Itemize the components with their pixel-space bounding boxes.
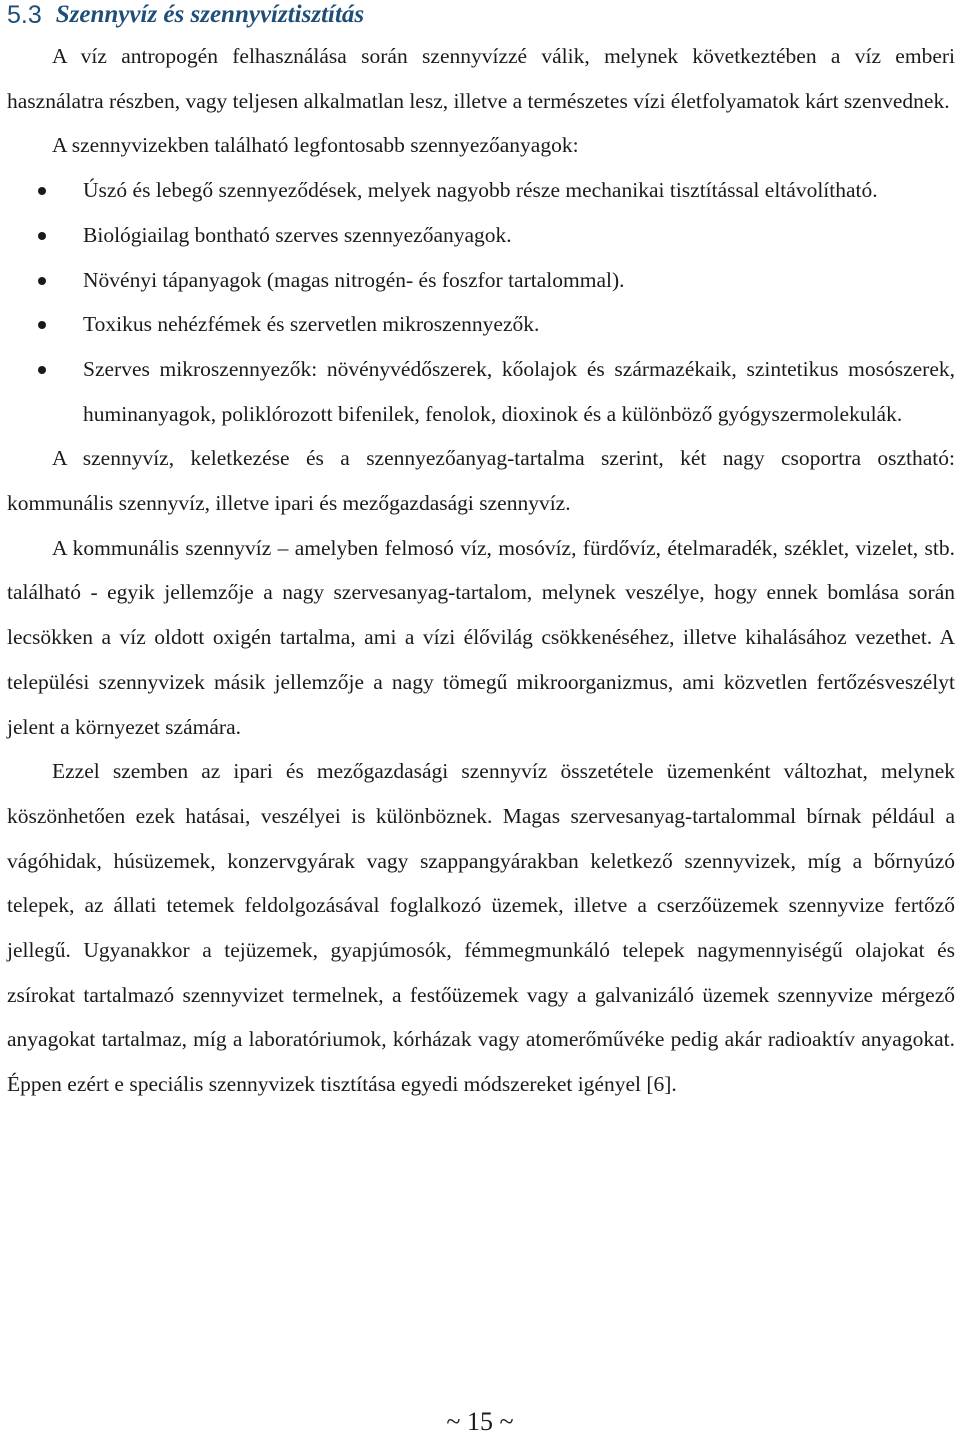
bullet-icon — [38, 187, 46, 195]
document-page — [7, 0, 955, 1107]
page-number: ~ 15 ~ — [446, 1407, 514, 1436]
communal-paragraph: A kommunális szennyvíz – amelyben felmosó víz, mosóvíz, fürdővíz, ételmaradék, széklet, vizelet, stb. található - egyik jellemzője a nagy szervesanyag-tartalom, melynek veszélye, hogy ennek bomlása során lecsökken a víz oldott oxigén tartalma, ami a vízi élővilág csökkenéséhez, illetve kihalásához vezethet. A települési szennyvizek másik jellemzője a nagy tömegű mikroorganizmus, ami közvetlen fertőzésveszélyt jelent a környezet számára. — [7, 535, 955, 739]
section-heading — [7, 0, 955, 34]
list-item-text: Biológiailag bontható szerves szennyezőanyagok. — [83, 222, 512, 247]
list-item-text: Növényi tápanyagok (magas nitrogén- és foszfor tartalommal). — [83, 267, 625, 292]
intro-paragraph: A víz antropogén felhasználása során szennyvízzé válik, melynek következtében a víz emberi használatra részben, vagy teljesen alkalmatlan lesz, illetve a természetes vízi életfolyamatok kárt szenvednek. — [7, 44, 955, 113]
list-item — [83, 213, 955, 258]
list-item-text: Toxikus nehézfémek és szervetlen mikroszennyezők. — [83, 312, 540, 337]
bullet-icon — [38, 232, 46, 240]
bullet-icon — [38, 321, 46, 329]
list-intro: A szennyvizekben található legfontosabb szennyezőanyagok: — [52, 133, 579, 158]
list-item — [83, 258, 955, 303]
groups-paragraph: A szennyvíz, keletkezése és a szennyezőanyag-tartalma szerint, két nagy csoportra osztható: kommunális szennyvíz, illetve ipari és mezőgazdasági szennyvíz. — [7, 446, 955, 516]
bullet-icon — [38, 277, 46, 285]
list-item — [83, 168, 955, 213]
list-item — [83, 347, 955, 436]
industrial-paragraph: Ezzel szemben az ipari és mezőgazdasági szennyvíz összetétele üzemenként változhat, melynek köszönhetően ezek hatásai, veszélyei is különböznek. Magas szervesanyag-tartalommal bírnak például a vágóhidak, húsüzemek, konzervgyárak vagy szappangyárakban keletkező szennyvizek, míg a bőrnyúzó telepek, az állati tetemek feldolgozásával foglalkozó üzemek, illetve a cserzőüzemek szennyvize fertőző jellegű. Ugyanakkor a tejüzemek, gyapjúmosók, fémmegmunkáló telepek nagymennyiségű olajokat és zsírokat tartalmazó szennyvizet termelnek, a festőüzemek vagy a galvanizáló üzemek szennyvize mérgező anyagokat tartalmaz, míg a laboratóriumok, kórházak vagy atomerőművéke pedig akár radioaktív anyagokat. Éppen ezért e speciális szennyvizek tisztítása egyedi módszereket igényel [6]. — [7, 759, 955, 1097]
pollutant-list — [7, 168, 955, 436]
list-item-text: Úszó és lebegő szennyeződések, melyek nagyobb része mechanikai tisztítással eltávolítható. — [83, 178, 878, 203]
section-title: Szennyvíz és szennyvíztisztítás — [55, 1, 365, 28]
list-item — [83, 302, 955, 347]
bullet-icon — [38, 366, 46, 374]
section-number: 5.3 — [7, 1, 42, 29]
list-item-text: Szerves mikroszennyezők: növényvédőszerek, kőolajok és származékaik, szintetikus mosószerek, huminanyagok, poliklórozott bifenilek, fenolok, dioxinok és a különböző gyógyszermolekulák. — [83, 356, 955, 426]
